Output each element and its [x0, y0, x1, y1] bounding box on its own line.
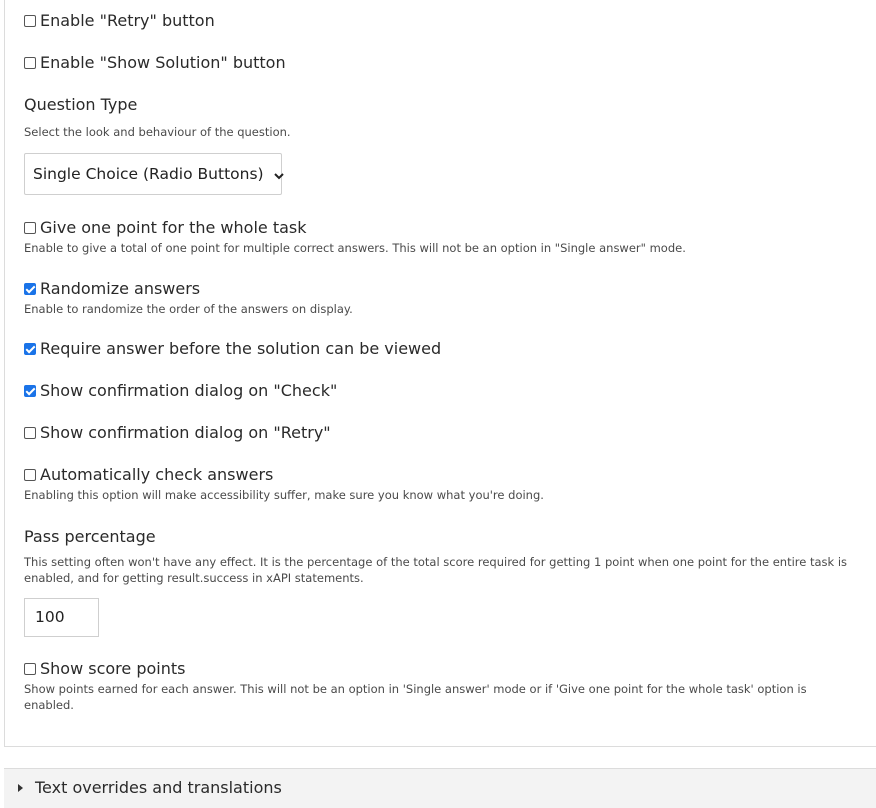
- confirm-retry-checkbox[interactable]: [24, 427, 36, 439]
- auto-check-checkbox[interactable]: [24, 469, 36, 481]
- show-solution-checkbox[interactable]: [24, 57, 36, 69]
- single-point-option[interactable]: [24, 217, 686, 239]
- auto-check-description: Enabling this option will make accessibility suffer, make sure you know what you're doing.: [24, 488, 544, 502]
- retry-field: [24, 10, 215, 32]
- score-points-description: Show points earned for each answer. This will not be an option in 'Single answer' mode or if 'Give one point for the whole task' option is enabled.: [24, 682, 807, 712]
- single-point-field: [24, 217, 686, 256]
- question-type-select[interactable]: [24, 153, 282, 195]
- auto-check-label: Automatically check answers: [40, 465, 274, 484]
- show-solution-label: Enable "Show Solution" button: [40, 53, 286, 72]
- require-answer-field: [24, 338, 441, 360]
- show-solution-option[interactable]: [24, 52, 286, 74]
- question-type-label: Question Type: [24, 95, 138, 114]
- require-answer-label: Require answer before the solution can be viewed: [40, 339, 442, 358]
- confirm-check-option[interactable]: [24, 380, 337, 402]
- single-point-description: Enable to give a total of one point for multiple correct answers. This will not be an option in "Single answer" mode.: [24, 241, 686, 255]
- confirm-check-label: Show confirmation dialog on "Check": [40, 381, 338, 400]
- show-solution-field: [24, 52, 286, 74]
- question-type-field: [24, 94, 291, 140]
- chevron-down-icon: [273, 168, 285, 180]
- confirm-retry-field: [24, 422, 331, 444]
- text-overrides-accordion[interactable]: [4, 768, 876, 808]
- randomize-checkbox[interactable]: [24, 283, 36, 295]
- single-point-label: Give one point for the whole task: [40, 218, 307, 237]
- score-points-option[interactable]: [24, 658, 854, 680]
- confirm-retry-label: Show confirmation dialog on "Retry": [40, 423, 331, 442]
- score-points-label: Show score points: [40, 659, 186, 678]
- require-answer-option[interactable]: [24, 338, 441, 360]
- confirm-check-checkbox[interactable]: [24, 385, 36, 397]
- require-answer-checkbox[interactable]: [24, 343, 36, 355]
- retry-option[interactable]: [24, 10, 215, 32]
- single-point-checkbox[interactable]: [24, 222, 36, 234]
- pass-percentage-label: Pass percentage: [24, 527, 156, 546]
- caret-right-icon: [18, 784, 23, 792]
- randomize-option[interactable]: [24, 278, 353, 300]
- auto-check-option[interactable]: [24, 464, 544, 486]
- pass-percentage-input[interactable]: 100: [24, 598, 99, 637]
- question-type-selected: Single Choice (Radio Buttons): [33, 165, 264, 183]
- randomize-field: [24, 278, 353, 317]
- randomize-description: Enable to randomize the order of the answers on display.: [24, 302, 353, 316]
- randomize-label: Randomize answers: [40, 279, 201, 298]
- confirm-check-field: [24, 380, 337, 402]
- question-type-description: Select the look and behaviour of the question.: [24, 125, 291, 139]
- text-overrides-label: Text overrides and translations: [35, 778, 282, 797]
- pass-percentage-field: [24, 526, 876, 586]
- retry-label: Enable "Retry" button: [40, 11, 215, 30]
- score-points-field: [24, 658, 854, 713]
- auto-check-field: [24, 464, 544, 503]
- pass-percentage-description: This setting often won't have any effect. It is the percentage of the total score required for getting 1 point when one point for the entire task is enabled, and for getting result.success in xAPI statements.: [24, 555, 848, 585]
- retry-checkbox[interactable]: [24, 15, 36, 27]
- confirm-retry-option[interactable]: [24, 422, 331, 444]
- score-points-checkbox[interactable]: [24, 663, 36, 675]
